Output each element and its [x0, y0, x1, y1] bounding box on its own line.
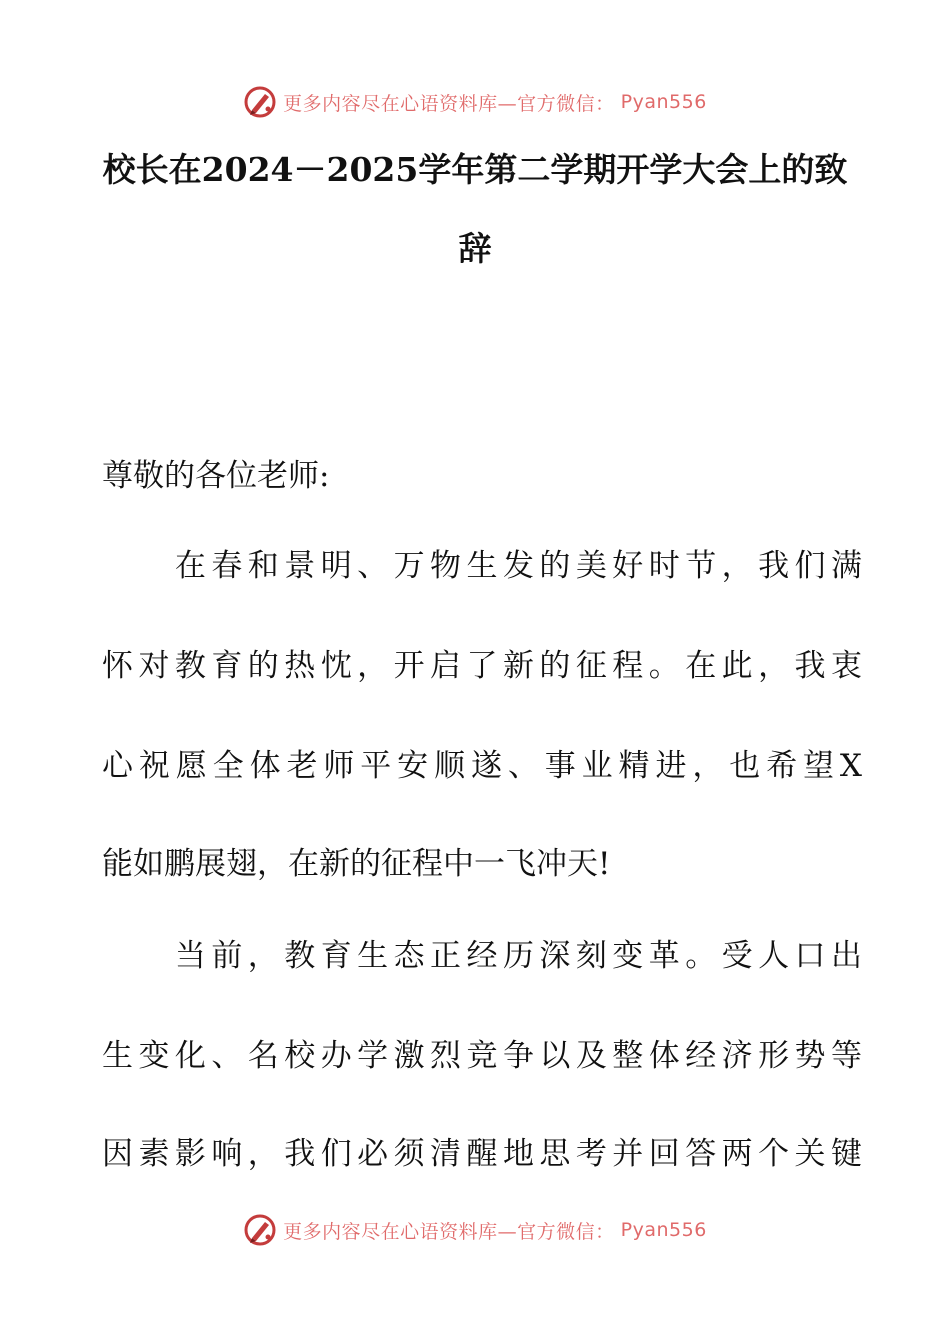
- banner-text: 更多内容尽在心语资料库—官方微信：: [283, 1220, 615, 1243]
- banner-wechat-id: Pyan556: [620, 1219, 707, 1241]
- paragraph-line: 能如鹏展翅，在新的征程中一飞冲天!: [102, 846, 611, 882]
- document-title-line-1: 校长在2024－2025学年第二学期开学大会上的致: [102, 150, 848, 189]
- document-title-line-2: 辞: [458, 229, 492, 268]
- header-banner: [0, 82, 950, 122]
- banner-text: 更多内容尽在心语资料库—官方微信：: [283, 92, 615, 115]
- paragraph-line: 因素影响，我们必须清醒地思考并回答两个关键: [102, 1136, 862, 1172]
- banner-wechat-id: Pyan556: [620, 91, 707, 113]
- paragraph-line: 生变化、名校办学激烈竞争以及整体经济形势等: [102, 1038, 862, 1074]
- pen-logo-icon: [243, 1213, 277, 1247]
- paragraph-line: 当前，教育生态正经历深刻变革。受人口出: [102, 938, 862, 974]
- paragraph-line: 怀对教育的热忱，开启了新的征程。在此，我衷: [102, 648, 862, 684]
- footer-banner: [0, 1210, 950, 1250]
- pen-logo-icon: [243, 85, 277, 119]
- paragraph-line: 在春和景明、万物生发的美好时节，我们满: [102, 548, 862, 584]
- salutation: 尊敬的各位老师:: [102, 458, 330, 494]
- paragraph-line: 心祝愿全体老师平安顺遂、事业精进，也希望X: [102, 748, 862, 784]
